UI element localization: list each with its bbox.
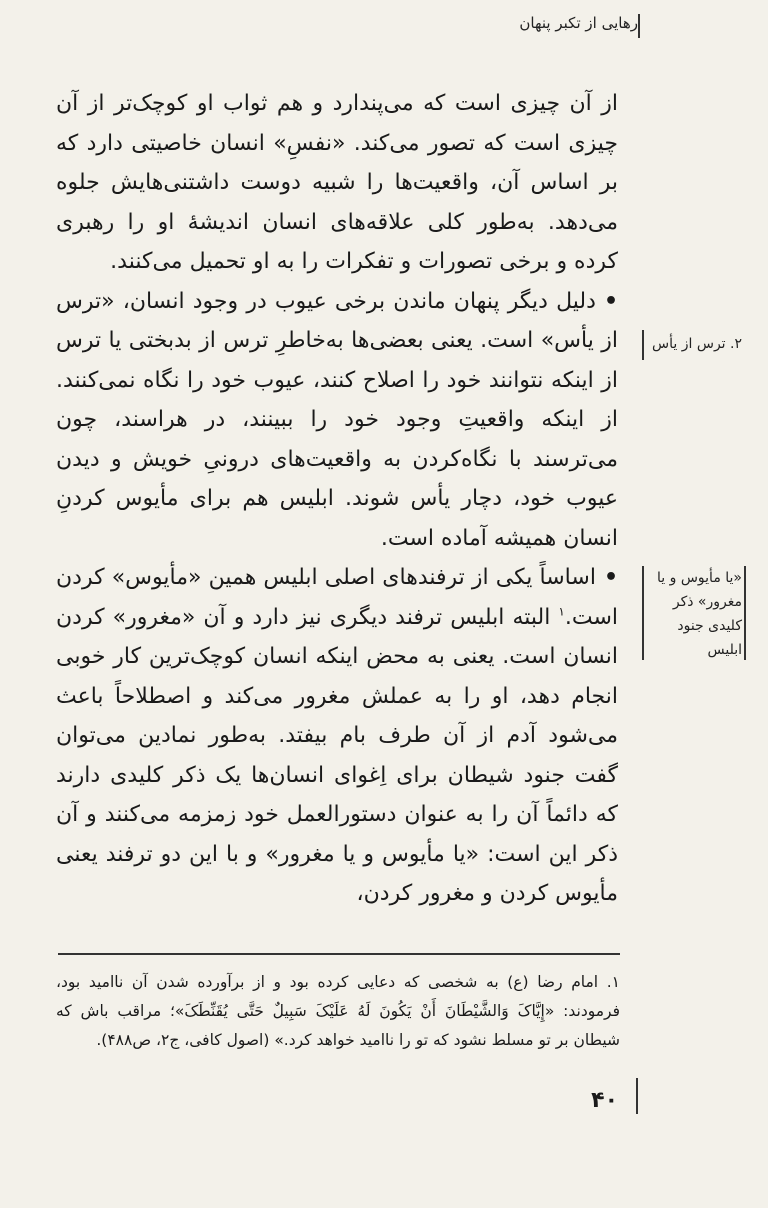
footnote-separator [58,953,620,955]
paragraph-1: از آن چیزی است که می‌پندارد و هم ثواب او کوچک‌تر از آن چیزی است که تصور می‌کند. «نفسِ» انسان خاصیتی دارد که بر اساس آن، واقعیت‌ها را شبیه دوست داشتنی‌هایش جلوه می‌دهد. به‌طور کلی علاقه‌های انسان اندیشهٔ او را رهبری کرده و برخی تصورات و تفکرات را به او تحمیل می‌کنند. [56,91,618,274]
bullet-mark: • [603,565,618,590]
margin-note-fear-of-despair: ۲. ترس از یأس [652,336,742,352]
footnote: ۱. امام رضا (ع) به شخصی که دعایی کرده بود و از برآورده شدن آن ناامید بود، فرمودند: «إِیَّاکَ وَالشَّیْطَانَ أَنْ یَکُونَ لَهُ عَلَیْکَ سَبِیلٌ حَتَّی یُقَنِّطَکَ»؛ مراقب باش که شیطان بر تو مسلط نشود که تو را ناامید خواهد کرد.» (اصول کافی، ج۲، ص۴۸۸). [56,973,620,1049]
paragraph-2 [56,282,618,559]
footnote-reference[interactable]: ۱ [558,604,565,619]
page-number-rule [636,1078,638,1114]
margin-note-key-chant: «یا مأیوس و یا مغرور» ذکر کلیدی جنود ابلیس [657,570,742,658]
main-text [56,84,618,914]
running-header: رهایی از تکبر پنهان [519,14,638,32]
paragraph-2-text: دلیل دیگر پنهان ماندن برخی عیوب در وجود انسان، «ترس از یأس» است. یعنی بعضی‌ها به‌خاطرِ ترس از بدبختی یا ترس از اینکه نتوانند خود را اصلاح کنند، عیوب خود را نگاه نمی‌کنند. از اینکه واقعیتِ وجود خود را ببینند، در هراسند، چون می‌ترسند با نگاه‌کردن به واقعیت‌های درونیِ خویش و دیدن عیوب خود، دچار یأس شوند. ابلیس هم برای مأیوس کردنِ انسان همیشه آماده است. [56,288,618,551]
header-rule [638,14,640,38]
margin-note-bracket [642,566,644,660]
margin-note-bracket [744,566,746,660]
bullet-mark: • [603,288,618,314]
margin-note-bracket [642,330,644,360]
paragraph-3-text-b: البته ابلیس ترفند دیگری نیز دارد و آن «مغرور» کردن انسان است. یعنی به محض اینکه انسان کوچک‌ترین کار خوبی انجام دهد، او را به عملش مغرور می‌کند و اصطلاحاً باعث می‌شود آدم از آن طرف بام بیفتد. به‌طور نمادین می‌توان گفت جنود شیطان برای اِغوای انسان‌ها یک ذکر کلیدی دارند که دائماً آن را به عنوان دستورالعمل خود زمزمه می‌کنند و آن ذکر این است: «یا مأیوس و یا مغرور» و با این دو ترفند یعنی مأیوس کردن و مغرور کردن، [56,604,618,906]
paragraph-3 [56,558,618,914]
paragraph-3-text-a: اساساً یکی از ترفندهای اصلی ابلیس همین «مأیوس» کردن است. [56,565,618,630]
page-number: ۴۰ [591,1088,618,1113]
